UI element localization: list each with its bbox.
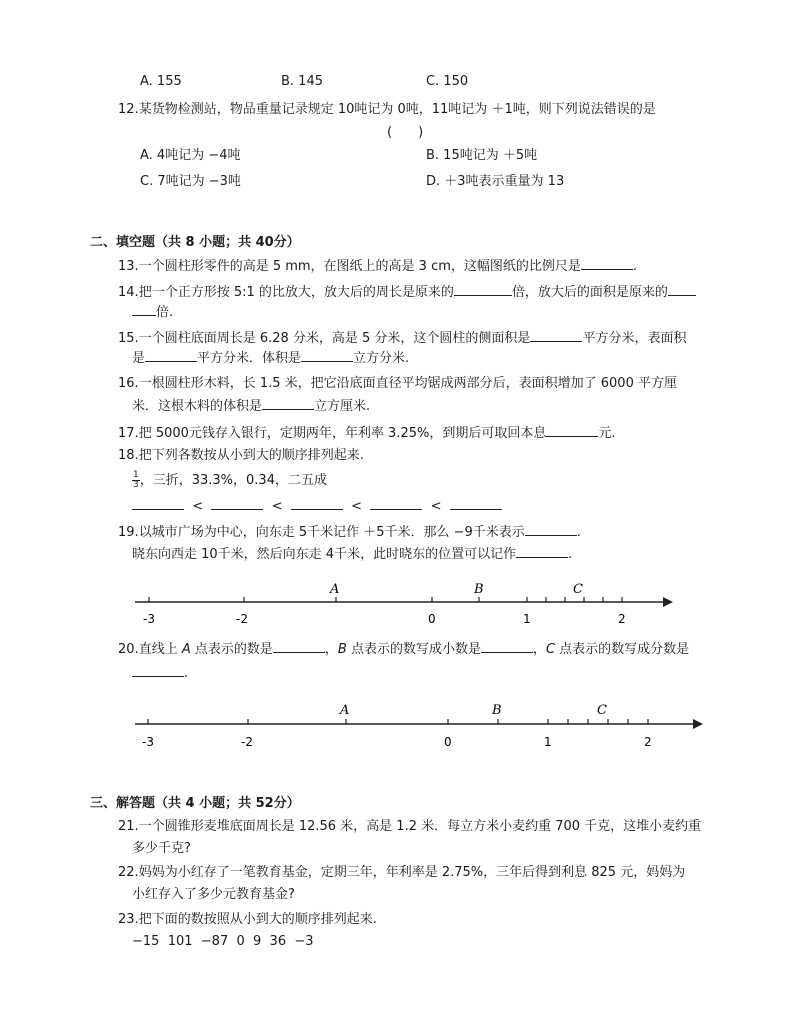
q20-blank-2 bbox=[481, 640, 533, 653]
q20-blank-1 bbox=[273, 640, 325, 653]
nl2-tick-neg2: -2 bbox=[241, 735, 253, 749]
nl2-tick-neg3: -3 bbox=[142, 735, 154, 749]
nl1-tick-1: 1 bbox=[523, 612, 531, 626]
q16-line1: 16.一根圆柱形木料，长 1.5 米，把它沿底面直径平均锯成两部分后，表面积增加了 6000 平方厘 bbox=[118, 376, 677, 391]
nl1-tick-neg2: -2 bbox=[236, 612, 248, 626]
q15-line2: 是 平方分米．体积是 立方分米. bbox=[132, 351, 410, 366]
q21-line1: 21.一个圆锥形麦堆底面周长是 12.56 米，高是 1.2 米．每立方米小麦约重 700 千克，这堆小麦约重 bbox=[118, 819, 702, 834]
q20-blank-3 bbox=[132, 664, 184, 677]
q18-fraction: $\frac{1}{3}$ bbox=[133, 470, 139, 490]
q11-option-b: B. 145 bbox=[281, 74, 323, 89]
number-line-1 bbox=[130, 572, 675, 632]
q14-blank-1 bbox=[454, 283, 512, 296]
q12-option-c: C. 7吨记为 −3吨 bbox=[140, 174, 241, 189]
q19-line2: 晓东向西走 10千米，然后向东走 4千米，此时晓东的位置可以记作 . bbox=[132, 547, 573, 562]
nl1-point-a: A bbox=[330, 582, 340, 597]
q14-blank-2 bbox=[668, 283, 696, 296]
nl1-point-c: C bbox=[573, 582, 583, 597]
q19-blank-2 bbox=[516, 545, 568, 558]
q18-stem: 18.把下列各数按从小到大的顺序排列起来. bbox=[118, 448, 364, 463]
q15-blank-3 bbox=[301, 349, 353, 362]
q19-blank-1 bbox=[525, 523, 577, 536]
q14-blank-2b bbox=[132, 303, 156, 316]
q16-line2: 米．这根木料的体积是 立方厘米. bbox=[132, 399, 371, 414]
q20-line1: 20.直线上 A 点表示的数是 ，B 点表示的数写成小数是 ，C 点表示的数写成分数是 bbox=[118, 642, 690, 657]
nl2-tick-0: 0 bbox=[444, 735, 452, 749]
q15-line1: 15.一个圆柱底面周长是 6.28 分米，高是 5 分米，这个圆柱的侧面积是 平方分米，表面积 bbox=[118, 331, 687, 346]
q12-option-d: D. ＋3吨表示重量为 13 bbox=[426, 174, 565, 189]
q18-order-blanks: < < < < bbox=[132, 497, 502, 514]
nl2-point-b: B bbox=[492, 703, 502, 718]
q23-stem: 23.把下面的数按照从小到大的顺序排列起来. bbox=[118, 912, 377, 927]
nl1-tick-0: 0 bbox=[428, 612, 436, 626]
nl2-point-a: A bbox=[340, 703, 350, 718]
q23-numbers: −15 101 −87 0 9 36 −3 bbox=[132, 934, 314, 949]
nl1-tick-neg3: -3 bbox=[143, 612, 155, 626]
q15-blank-2 bbox=[145, 349, 197, 362]
q15-blank-1 bbox=[530, 329, 582, 342]
q11-option-c: C. 150 bbox=[426, 74, 469, 89]
nl2-tick-1: 1 bbox=[544, 735, 552, 749]
q14-line1: 14.把一个正方形按 5:1 的比放大，放大后的周长是原来的 倍，放大后的面积是原来的 bbox=[118, 283, 696, 302]
q12-option-a: A. 4吨记为 −4吨 bbox=[140, 148, 241, 163]
section-2-title: 二、填空题（共 8 小题；共 40分） bbox=[90, 235, 300, 250]
q11-option-a: A. 155 bbox=[140, 74, 182, 89]
q14-line2: 倍. bbox=[132, 303, 173, 322]
q16-blank bbox=[262, 397, 314, 410]
nl2-point-c: C bbox=[597, 703, 607, 718]
q18-numbers: $\frac{1}{3}$ ，三折，33.3%，0.34，二五成 bbox=[133, 470, 327, 490]
number-line-2 bbox=[130, 694, 705, 754]
q21-line2: 多少千克? bbox=[132, 841, 191, 856]
section-3-title: 三、解答题（共 4 小题；共 52分） bbox=[90, 796, 300, 811]
q17: 17.把 5000元钱存入银行，定期两年，年利率 3.25%，到期后可取回本息 元. bbox=[118, 426, 616, 441]
q12-answer-paren: ( ) bbox=[387, 125, 424, 140]
q17-blank bbox=[546, 424, 598, 437]
q13-blank bbox=[581, 257, 633, 270]
q12-stem: 12.某货物检测站，物品重量记录规定 10吨记为 0吨，11吨记为 ＋1吨，则下列说法错误的是 bbox=[118, 102, 656, 117]
q19-line1: 19.以城市广场为中心，向东走 5千米记作 ＋5千米．那么 −9千米表示 . bbox=[118, 525, 581, 540]
q20-line2: . bbox=[132, 664, 188, 683]
q22-line1: 22.妈妈为小红存了一笔教育基金，定期三年，年利率是 2.75%，三年后得到利息 825 元，妈妈为 bbox=[118, 865, 686, 880]
nl1-point-b: B bbox=[474, 582, 484, 597]
nl2-tick-2: 2 bbox=[644, 735, 652, 749]
nl1-tick-2: 2 bbox=[618, 612, 626, 626]
q13: 13.一个圆柱形零件的高是 5 mm，在图纸上的高是 3 cm，这幅图纸的比例尺是 . bbox=[118, 259, 638, 274]
q12-option-b: B. 15吨记为 ＋5吨 bbox=[426, 148, 538, 163]
q22-line2: 小红存入了多少元教育基金? bbox=[132, 887, 295, 902]
